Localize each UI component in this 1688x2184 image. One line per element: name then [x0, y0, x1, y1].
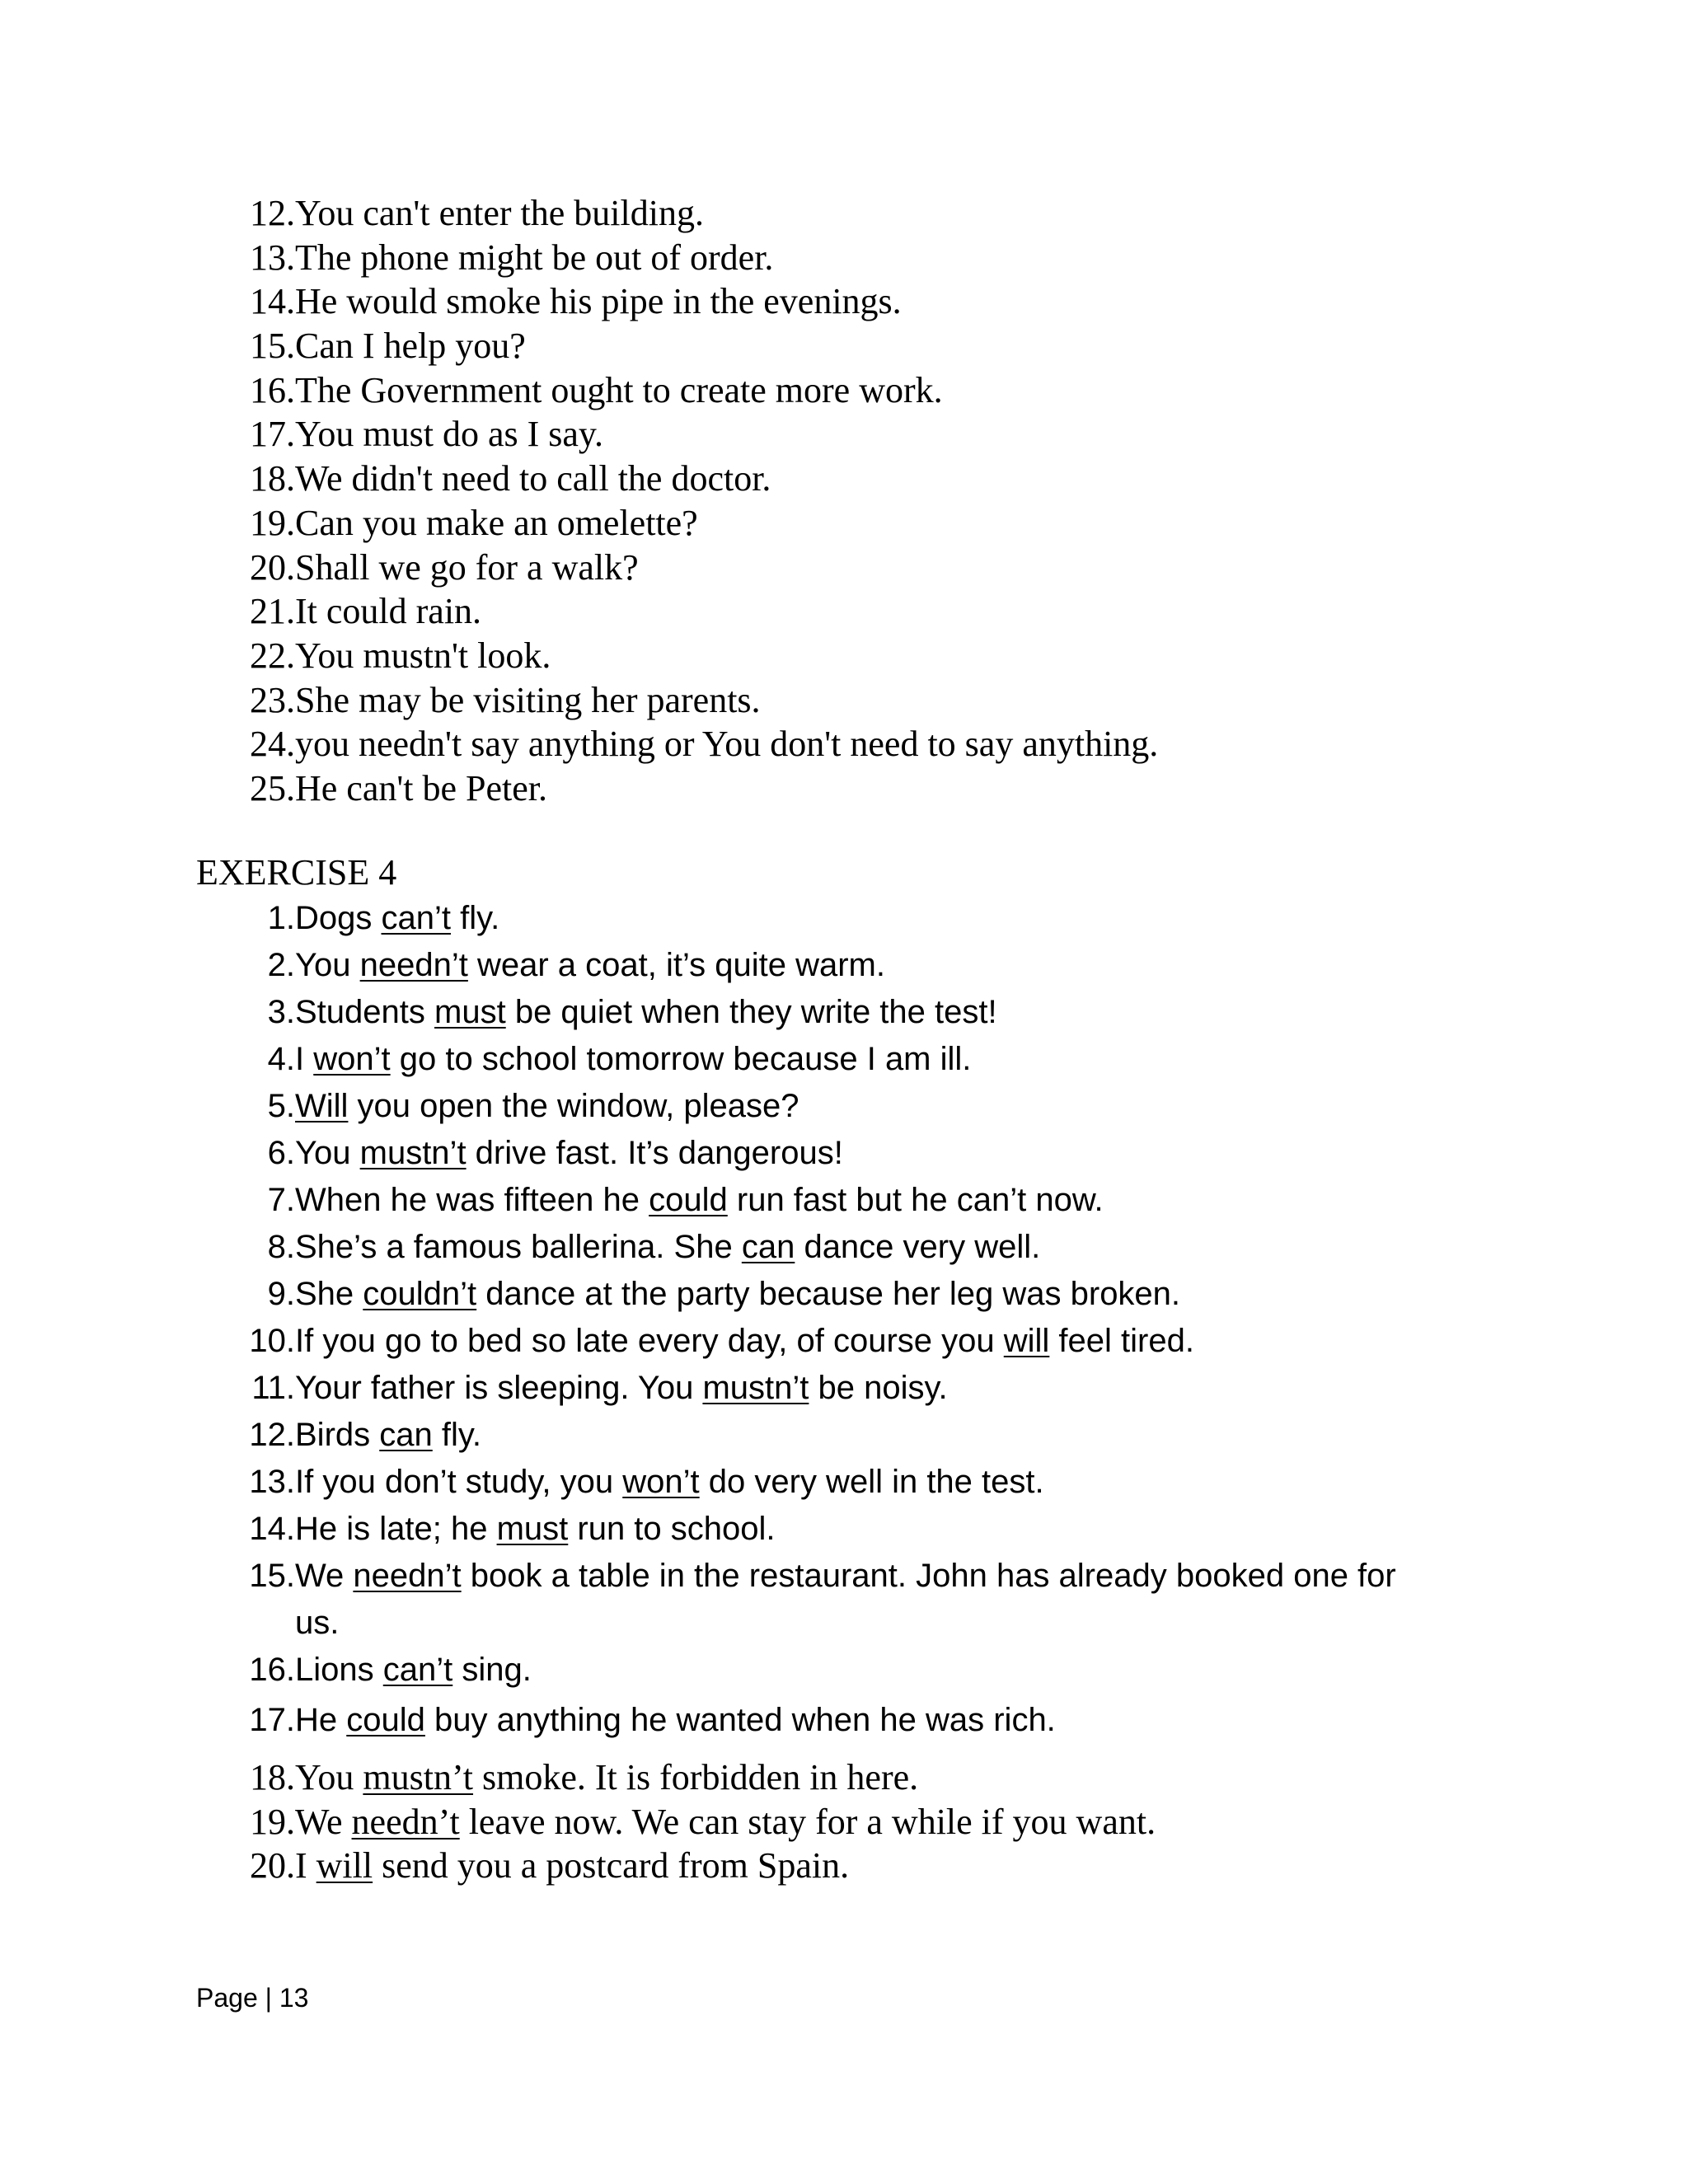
list-item [247, 634, 1158, 678]
text-after: buy anything he wanted when he was rich. [424, 1702, 1056, 1738]
text-after: run to school. [568, 1511, 776, 1547]
modal-answer: can’t [381, 900, 451, 936]
text-after: book a table in the restaurant. John has already booked one for [461, 1558, 1396, 1594]
modal-answer: will [1003, 1323, 1050, 1359]
item-number: 13. [249, 1464, 295, 1500]
item-text: He would smoke his pipe in the evenings. [295, 281, 902, 322]
item-text: You mustn't look. [295, 635, 551, 676]
modal-answer: needn’t [351, 1801, 460, 1842]
text-after: feel tired. [1049, 1323, 1194, 1359]
modal-answer: could [346, 1702, 425, 1738]
text-before: You [295, 1135, 360, 1171]
modal-answer: won’t [622, 1464, 700, 1500]
text-before: We [295, 1558, 354, 1594]
list-item [247, 589, 1158, 634]
modal-answer: can’t [382, 1652, 453, 1688]
list-item [247, 1647, 1396, 1694]
list-item [247, 191, 1158, 236]
text-after: dance at the party because her leg was broken. [476, 1276, 1181, 1312]
item-number: 9. [267, 1276, 295, 1312]
modal-answer: won’t [313, 1041, 391, 1077]
list-item [247, 1224, 1396, 1271]
modal-answer: could [649, 1182, 728, 1218]
modal-answer: must [496, 1511, 569, 1547]
item-number: 16. [249, 1652, 295, 1688]
text-before: When he was fifteen he [295, 1182, 649, 1218]
item-number: 13. [250, 237, 295, 278]
item-number: 10. [249, 1323, 295, 1359]
modal-answer: can [379, 1417, 433, 1453]
text-after: be noisy. [809, 1370, 948, 1406]
item-number: 17. [249, 1702, 295, 1738]
text-after: sing. [452, 1652, 532, 1688]
item-number: 5. [267, 1088, 295, 1124]
list-item [247, 501, 1158, 546]
item-text: you needn't say anything or You don't need to say anything. [295, 724, 1159, 765]
text-before: We [295, 1801, 352, 1842]
list-item [247, 722, 1158, 766]
answer-list-previous-exercise [247, 191, 1158, 811]
item-number: 12. [250, 193, 295, 233]
list-item [247, 1130, 1396, 1177]
item-number: 19. [250, 502, 295, 543]
modal-answer: needn’t [353, 1558, 462, 1594]
page-label: Page [196, 1983, 258, 2013]
item-text [295, 1800, 1156, 1844]
text-before: You [295, 947, 360, 983]
text-after: wear a coat, it’s quite warm. [467, 947, 885, 983]
list-item [247, 1844, 1156, 1888]
text-before: Lions [295, 1652, 383, 1688]
text-after: do very well in the test. [699, 1464, 1044, 1500]
list-item [247, 989, 1396, 1036]
list-item [247, 1271, 1396, 1318]
modal-answer: mustn’t [702, 1370, 809, 1406]
list-item [247, 1365, 1396, 1412]
text-before: I [295, 1041, 314, 1077]
list-item [247, 942, 1396, 989]
text-after: run fast but he can’t now. [727, 1182, 1104, 1218]
item-text [295, 1365, 948, 1412]
item-number: 6. [267, 1135, 295, 1171]
text-after: dance very well. [795, 1229, 1041, 1265]
item-text: You can't enter the building. [295, 193, 704, 233]
text-before: He is late; he [295, 1511, 497, 1547]
text-after: send you a postcard from Spain. [373, 1845, 850, 1886]
item-text: Can I help you? [295, 326, 526, 367]
list-item [247, 1459, 1396, 1506]
item-text: Shall we go for a walk? [295, 546, 639, 588]
text-before: I [295, 1845, 316, 1886]
list-item [247, 279, 1158, 324]
item-number: 14. [249, 1511, 295, 1547]
text-before: She [295, 1276, 363, 1312]
modal-answer: Will [295, 1088, 349, 1124]
item-number: 16. [250, 369, 295, 410]
item-text: We didn't need to call the doctor. [295, 458, 771, 499]
item-text [295, 1412, 481, 1459]
item-text [295, 1755, 918, 1800]
modal-answer: needn’t [359, 947, 468, 983]
text-after: go to school tomorrow because I am ill. [390, 1041, 972, 1077]
exercise-heading: EXERCISE 4 [196, 852, 397, 893]
page-number: 13 [279, 1983, 309, 2013]
text-after: be quiet when they write the test! [505, 994, 997, 1030]
item-number: 17. [250, 414, 295, 455]
text-before: She’s a famous ballerina. She [295, 1229, 742, 1265]
item-number: 23. [250, 679, 295, 720]
item-text [295, 1647, 532, 1694]
item-number: 2. [267, 947, 295, 983]
list-item [247, 1036, 1396, 1083]
item-number: 18. [250, 458, 295, 499]
item-number: 11. [251, 1370, 295, 1406]
item-number: 3. [267, 994, 295, 1030]
item-text [295, 1083, 799, 1130]
list-item [247, 324, 1158, 368]
page-footer [196, 1981, 308, 2014]
item-text [295, 1271, 1180, 1318]
item-number: 1. [267, 900, 295, 936]
text-after: fly. [451, 900, 500, 936]
list-item [247, 1318, 1396, 1365]
modal-answer: must [434, 994, 506, 1030]
list-item [247, 368, 1158, 413]
item-text: You must do as I say. [295, 414, 604, 455]
item-number: 15. [249, 1558, 295, 1594]
text-after: leave now. We can stay for a while if you want. [459, 1801, 1156, 1842]
text-before: If you go to bed so late every day, of course you [295, 1323, 1004, 1359]
modal-answer: mustn’t [363, 1757, 474, 1797]
list-item [247, 1177, 1396, 1224]
list-item [247, 678, 1158, 723]
item-number: 24. [250, 724, 295, 765]
item-number: 20. [250, 1845, 295, 1886]
item-number: 21. [250, 591, 295, 632]
modal-answer: mustn’t [359, 1135, 467, 1171]
text-before: Your father is sleeping. You [295, 1370, 703, 1406]
item-text: She may be visiting her parents. [295, 679, 761, 720]
text-before: Students [295, 994, 435, 1030]
list-item [247, 1553, 1396, 1600]
text-after: you open the window, please? [348, 1088, 799, 1124]
item-text [295, 1318, 1194, 1365]
item-text [295, 1553, 1396, 1600]
exercise-4-answer-list-continued [247, 1755, 1156, 1888]
list-item [247, 412, 1158, 457]
item-text: Can you make an omelette? [295, 502, 698, 543]
item-text [295, 1224, 1040, 1271]
list-item [247, 1506, 1396, 1553]
text-before: Dogs [295, 900, 382, 936]
item-number: 12. [249, 1417, 295, 1453]
item-text: The Government ought to create more work. [295, 369, 943, 410]
item-text: He can't be Peter. [295, 767, 548, 808]
item-text: The phone might be out of order. [295, 237, 774, 278]
list-item [247, 457, 1158, 501]
text-after: smoke. It is forbidden in here. [473, 1757, 919, 1797]
list-item [247, 236, 1158, 280]
item-number: 7. [267, 1182, 295, 1218]
text-before: If you don’t study, you [295, 1464, 623, 1500]
item-number: 19. [250, 1801, 295, 1842]
item-number: 8. [267, 1229, 295, 1265]
text-before: He [295, 1702, 347, 1738]
item-text [295, 1130, 843, 1177]
list-item [247, 766, 1158, 811]
list-item [247, 895, 1396, 942]
list-item [247, 1412, 1396, 1459]
item-number: 22. [250, 635, 295, 676]
item-text [295, 1844, 849, 1888]
list-item [247, 1697, 1396, 1744]
text-after: fly. [432, 1417, 482, 1453]
item-text [295, 1036, 971, 1083]
list-item [247, 546, 1158, 590]
item-number: 14. [250, 281, 295, 322]
text-before: Birds [295, 1417, 380, 1453]
item-text [295, 1697, 1056, 1744]
modal-answer: will [316, 1845, 373, 1886]
list-item-continuation: us. [295, 1605, 340, 1641]
item-number: 20. [250, 546, 295, 588]
item-number: 4. [267, 1041, 295, 1077]
item-text [295, 989, 997, 1036]
list-item [247, 1083, 1396, 1130]
modal-answer: couldn’t [363, 1276, 477, 1312]
list-item [247, 1755, 1156, 1800]
modal-answer: can [741, 1229, 795, 1265]
list-item [247, 1800, 1156, 1844]
item-number: 15. [250, 326, 295, 367]
item-text [295, 942, 885, 989]
item-text [295, 1506, 776, 1553]
page-separator: | [265, 1983, 272, 2013]
item-text [295, 1177, 1104, 1224]
item-number: 18. [250, 1757, 295, 1797]
item-text [295, 1459, 1044, 1506]
text-after: drive fast. It’s dangerous! [466, 1135, 843, 1171]
text-before: You [295, 1757, 363, 1797]
item-number: 25. [250, 767, 295, 808]
item-text [295, 895, 499, 942]
exercise-4-answer-list [247, 895, 1396, 1744]
item-text: It could rain. [295, 591, 482, 632]
